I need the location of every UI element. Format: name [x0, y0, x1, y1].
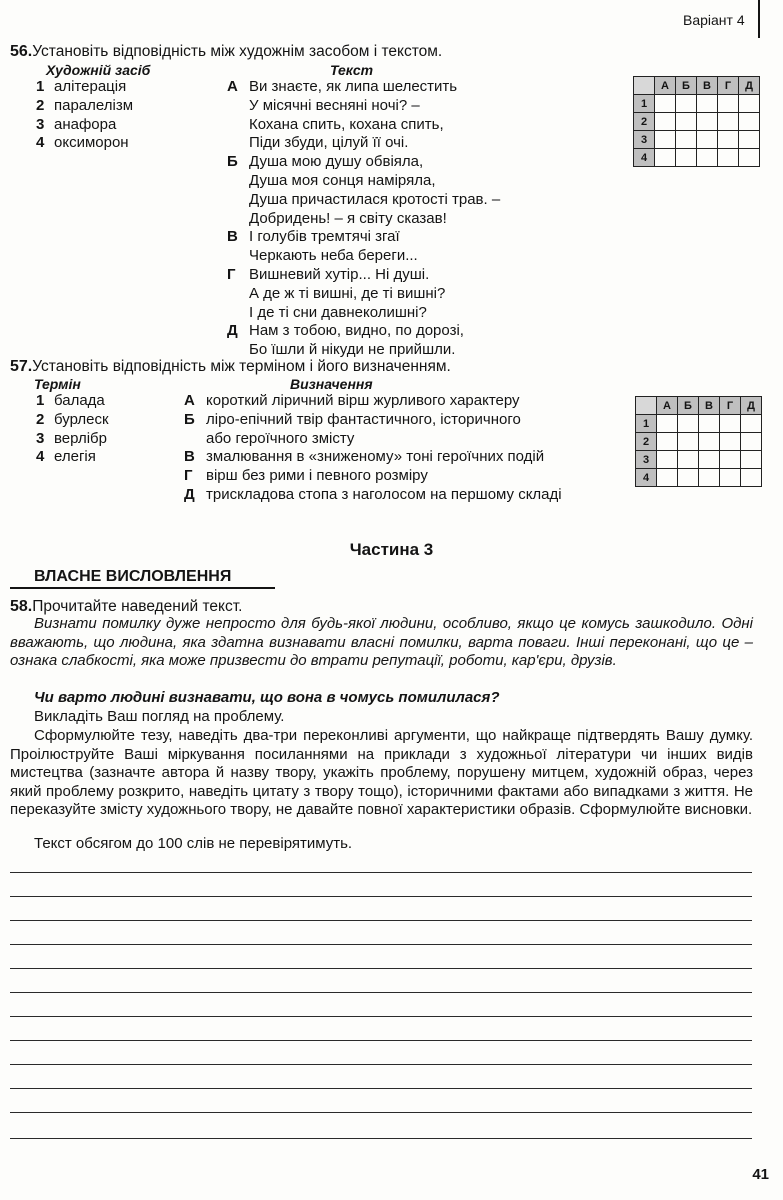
answer-cell[interactable]: [699, 415, 720, 433]
q56-option-v: В І голубів тремтячі згаї: [227, 228, 400, 246]
answer-cell[interactable]: [699, 469, 720, 487]
q57-options: А короткий ліричний вірш журливого характеру Б ліро-епічний твір фантастичного, історичного або героїчного змісту В змалювання в «зниженому» тоні героїчних подій Г вірш без рими і певного розміру Д трискладова стопа з наголосом на першому складі: [184, 392, 562, 503]
answer-cell[interactable]: [718, 149, 739, 167]
answer-cell[interactable]: [697, 95, 718, 113]
answer-cell[interactable]: [678, 451, 699, 469]
q58-note: Текст обсягом до 100 слів не перевірятимуть.: [34, 835, 353, 852]
q58-passage: Визнати помилку дуже непросто для будь-якої людини, особливо, якщо це комусь зашкодило. Одні вважають, що людина, яка здатна визнавати власні помилки, варта поваги. Інші переконані, що це – ознака слабкості, яка може призвести до втрати репутації, роботи, кар'єри, друзів.: [10, 615, 753, 670]
q56-option-d: Д Нам з тобою, видно, по дорозі,: [227, 322, 464, 340]
q57-number: 57.: [10, 358, 33, 375]
q56-option-h: Г Вишневий хутір... Ні душі.: [227, 265, 430, 283]
answer-cell[interactable]: [657, 469, 678, 487]
q56-item: 2 паралелізм: [36, 96, 134, 114]
q56-options: А Ви знаєте, як липа шелестить У місячні весняні ночі? – Кохана спить, кохана спить, Піди збуди, цілуй її очі. Б Душа мою душу обвіяла, Душа моя сонця наміряла, Душа причастилася кротості трав. – Добридень! – я світу сказав! В І голубів тремтячі згаї Черкають неба береги... Г Вишневий хутір... Ні душі. А де ж ті вишні, де ті вишні? І де ті сни давнеколишні? Д Нам з тобою, видно, по дорозі, Бо їшли й нікуди не прийшли.: [227, 78, 501, 359]
q57-col1-heading: Термін: [34, 376, 81, 392]
q57-item: 4 елегія: [36, 448, 96, 466]
answer-cell[interactable]: [699, 433, 720, 451]
answer-cell[interactable]: [678, 433, 699, 451]
answer-cell[interactable]: [720, 415, 741, 433]
part-title: Частина 3: [349, 540, 434, 559]
answer-line[interactable]: [10, 968, 752, 969]
header-rule: [758, 0, 760, 38]
section-underline: [10, 587, 275, 589]
answer-line[interactable]: [10, 920, 752, 921]
answer-cell[interactable]: [699, 451, 720, 469]
q58-instructions: Сформулюйте тезу, наведіть два-три переконливі аргументи, що найкраще підтвердять Вашу думку. Проілюструйте Ваші міркування посиланнями на приклади з художньої літератури чи інших видів мистецтва (зазначте автора й назву твору, укажіть проблему, порушену митцем, художній образ, через який проблему розкрито, наведіть цитату з твору тощо), історичними фактами або випадками з життя. Не переказуйте змісту художнього твору, не давайте повної характеристики образів. Сформулюйте висновки.: [10, 727, 753, 819]
answer-cell[interactable]: [720, 433, 741, 451]
q56-option-a: А Ви знаєте, як липа шелестить: [227, 78, 458, 95]
q56-answer-grid: А Б В Г Д 1 2 3 4: [633, 76, 760, 167]
answer-cell[interactable]: [718, 113, 739, 131]
answer-line[interactable]: [10, 992, 752, 993]
answer-cell[interactable]: [718, 131, 739, 149]
variant-label: Варіант 4: [683, 12, 745, 28]
answer-cell[interactable]: [657, 451, 678, 469]
answer-line[interactable]: [10, 1040, 752, 1041]
q58-question: Чи варто людині визнавати, що вона в чомусь помилилася?: [34, 689, 500, 706]
answer-cell[interactable]: [697, 149, 718, 167]
answer-line[interactable]: [10, 944, 752, 945]
answer-cell[interactable]: [741, 451, 762, 469]
q57-items: [36, 392, 109, 467]
q56-col2-heading: Текст: [330, 62, 374, 78]
q57-option-a: А короткий ліричний вірш журливого характеру: [184, 392, 520, 409]
q56-option-b: Б Душа мою душу обвіяла,: [227, 153, 424, 171]
answer-cell[interactable]: [676, 149, 697, 167]
answer-line[interactable]: [10, 1088, 752, 1089]
answer-cell[interactable]: [655, 113, 676, 131]
q56-text: Установіть відповідність між художнім засобом і текстом.: [32, 43, 443, 60]
q57-option-d: Д трискладова стопа з наголосом на першому складі: [184, 485, 562, 503]
answer-cell[interactable]: [657, 433, 678, 451]
answer-cell[interactable]: [739, 113, 760, 131]
q56-prompt: [10, 42, 442, 61]
answer-cell[interactable]: [697, 131, 718, 149]
answer-cell[interactable]: [655, 149, 676, 167]
section-title: ВЛАСНЕ ВИСЛОВЛЕННЯ: [34, 568, 232, 585]
q57-item: 3 верлібр: [36, 429, 107, 447]
q58-intro: Прочитайте наведений текст.: [32, 598, 243, 615]
q58-number: 58.: [10, 598, 33, 615]
answer-line[interactable]: [10, 1112, 752, 1113]
q57-option-b: Б ліро-епічний твір фантастичного, історичного: [184, 410, 521, 428]
answer-line[interactable]: [10, 872, 752, 873]
answer-cell[interactable]: [718, 95, 739, 113]
answer-cell[interactable]: [655, 131, 676, 149]
answer-cell[interactable]: [657, 415, 678, 433]
answer-cell[interactable]: [678, 415, 699, 433]
answer-cell[interactable]: [676, 131, 697, 149]
q57-answer-grid: А Б В Г Д 1 2 3 4: [635, 396, 762, 487]
q58-task: Викладіть Ваш погляд на проблему.: [34, 708, 285, 725]
q56-item: 1 алітерація: [36, 78, 127, 95]
q57-item: 2 бурлеск: [36, 410, 109, 428]
answer-cell[interactable]: [741, 415, 762, 433]
q57-col2-heading: Визначення: [290, 376, 373, 392]
q57-option-v: В змалювання в «зниженому» тоні героїчних подій: [184, 448, 545, 466]
q57-text: Установіть відповідність між терміном і його визначенням.: [32, 358, 451, 375]
answer-line[interactable]: [10, 896, 752, 897]
q56-col1-heading: Художній засіб: [46, 62, 151, 78]
q57-item: 1 балада: [36, 392, 105, 409]
answer-cell[interactable]: [741, 469, 762, 487]
answer-cell[interactable]: [739, 131, 760, 149]
q58-prompt: [10, 597, 242, 616]
answer-cell[interactable]: [741, 433, 762, 451]
answer-line[interactable]: [10, 1138, 752, 1139]
answer-line[interactable]: [10, 1016, 752, 1017]
answer-cell[interactable]: [720, 451, 741, 469]
q56-item: 3 анафора: [36, 115, 117, 133]
answer-cell[interactable]: [678, 469, 699, 487]
answer-line[interactable]: [10, 1064, 752, 1065]
answer-cell[interactable]: [676, 113, 697, 131]
q56-items: [36, 78, 133, 153]
answer-cell[interactable]: [676, 95, 697, 113]
answer-cell[interactable]: [720, 469, 741, 487]
q57-prompt: [10, 357, 451, 376]
answer-cell[interactable]: [655, 95, 676, 113]
q56-number: 56.: [10, 43, 33, 60]
q57-option-h: Г вірш без рими і певного розміру: [184, 467, 428, 485]
q56-item: 4 оксиморон: [36, 134, 129, 152]
page-number: 41: [752, 1166, 769, 1183]
answer-cell[interactable]: [739, 95, 760, 113]
answer-cell[interactable]: [739, 149, 760, 167]
answer-cell[interactable]: [697, 113, 718, 131]
